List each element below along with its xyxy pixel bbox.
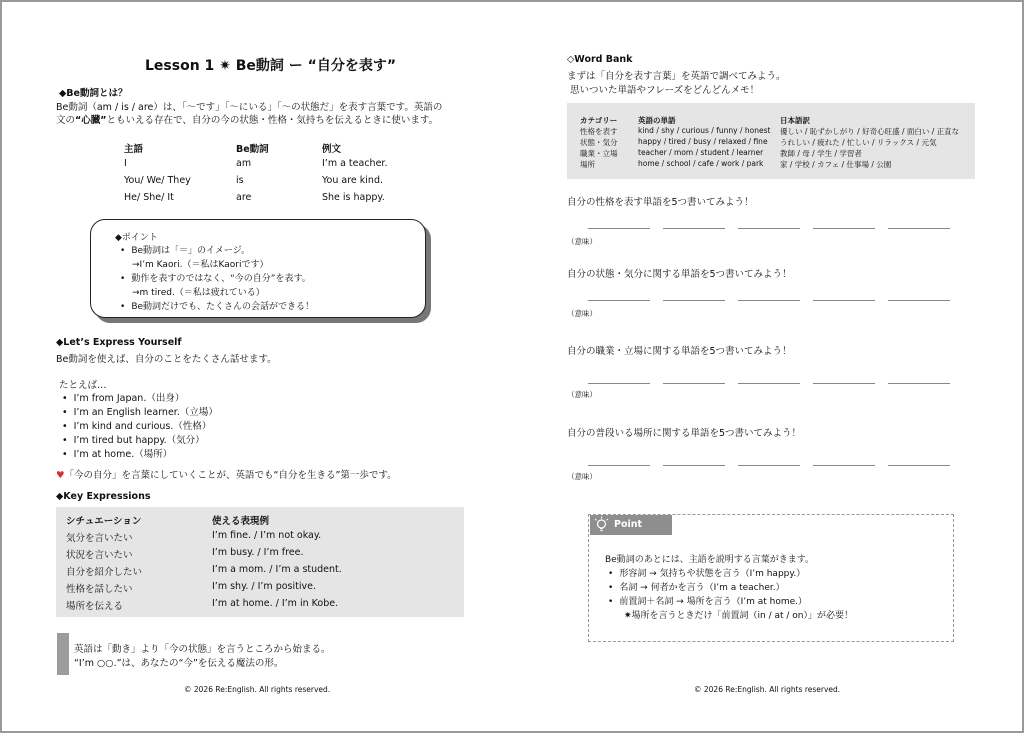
- example-item: • I’m an English learner.（立場）: [62, 404, 218, 418]
- be-description-bold: “心臓”: [75, 115, 107, 126]
- answer-line[interactable]: [813, 228, 875, 229]
- answer-line[interactable]: [888, 465, 950, 466]
- wb-category: 状態・気分: [580, 138, 618, 147]
- point-line: • Be動詞だけでも、たくさんの会話ができる！: [120, 299, 314, 312]
- wb-japanese: うれしい / 疲れた / 忙しい / リラックス / 元気: [780, 138, 937, 147]
- table-cell: I’m a teacher.: [322, 158, 388, 169]
- note-line1: 英語は「動き」より「今の状態」を言うところから始まる。: [74, 644, 331, 655]
- express-intro: Be動詞を使えば、自分のことをたくさん話せます。: [56, 354, 277, 365]
- word-bank-intro2: 思いついた単語やフレーズをどんどんメモ！: [570, 85, 760, 96]
- point-item: • 形容詞 → 気持ちや状態を言う（I’m happy.）: [608, 566, 805, 579]
- answer-line[interactable]: [663, 300, 725, 301]
- example-item: • I’m tired but happy.（気分）: [62, 432, 205, 446]
- right-footer: © 2026 Re:English. All rights reserved.: [694, 685, 841, 694]
- wb-japanese: 優しい / 恥ずかしがり / 好奇心旺盛 / 面白い / 正直な: [780, 127, 960, 136]
- key-situation: 性格を話したい: [66, 584, 133, 595]
- point-tag-label: Point: [614, 519, 643, 530]
- wb-english: teacher / mom / student / learner: [638, 148, 764, 157]
- point-note: ✷場所を言うときだけ「前置詞（in / at / on）」が必要！: [624, 611, 854, 621]
- answer-line[interactable]: [888, 300, 950, 301]
- table-cell: You are kind.: [322, 175, 383, 186]
- meaning-label: （意味）: [567, 390, 597, 399]
- table-header-subject: 主語: [124, 144, 144, 155]
- answer-line[interactable]: [738, 300, 800, 301]
- key-heading: ◆Key Expressions: [56, 491, 151, 502]
- wb-header-japanese: 日本語訳: [780, 116, 810, 125]
- table-cell: She is happy.: [322, 192, 385, 203]
- word-bank-intro1: まずは「自分を表す言葉」を英語で調べてみよう。: [567, 71, 786, 82]
- point-line: →m tired.（＝私は疲れている）: [132, 288, 265, 298]
- table-cell: You/ We/ They: [124, 175, 191, 186]
- be-description-line1: Be動詞（am / is / are）は、「〜です」「〜にいる」「〜の状態だ」を表す言葉です。英語の: [56, 102, 443, 113]
- key-situation: 場所を伝える: [66, 601, 124, 612]
- lightbulb-icon: [593, 516, 610, 533]
- answer-line[interactable]: [738, 383, 800, 384]
- heart-icon: ♥: [56, 470, 65, 481]
- answer-line[interactable]: [663, 228, 725, 229]
- exercise-prompt: 自分の普段いる場所に関する単語を5つ書いてみよう！: [567, 428, 802, 439]
- point-item: • 前置詞＋名詞 → 場所を言う（I’m at home.）: [608, 594, 807, 607]
- table-cell: I: [124, 158, 127, 169]
- note-bar: [57, 633, 69, 675]
- wb-category: 職業・立場: [580, 149, 618, 158]
- key-situation: 気分を言いたい: [66, 533, 133, 544]
- answer-line[interactable]: [813, 383, 875, 384]
- answer-line[interactable]: [888, 228, 950, 229]
- wb-category: 性格を表す: [580, 127, 618, 136]
- key-header-situation: シチュエーション: [66, 516, 142, 527]
- wb-header-english: 英語の単語: [638, 116, 676, 125]
- key-expression: I’m a mom. / I’m a student.: [212, 564, 342, 575]
- table-cell: is: [236, 175, 244, 186]
- key-situation: 状況を言いたい: [66, 550, 133, 561]
- page-title: Lesson 1 ✷ Be動詞 ー “自分を表す”: [145, 58, 397, 74]
- note-line2: “I’m ○○.”は、あなたの“今”を伝える魔法の形。: [74, 658, 284, 669]
- wb-category: 場所: [580, 160, 595, 169]
- example-item: • I’m kind and curious.（性格）: [62, 418, 211, 432]
- be-description-post: ともいえる存在で、自分の今の状態・性格・気持ちを伝えるときに使います。: [106, 115, 439, 126]
- point-box-heading: ◆ポイント: [115, 233, 158, 243]
- be-description-line2: [56, 112, 438, 126]
- point-line: • Be動詞は「＝」のイメージ。: [120, 243, 250, 256]
- meaning-label: （意味）: [567, 309, 597, 318]
- be-section-heading: ◆Be動詞とは？: [59, 88, 128, 99]
- point-intro: Be動詞のあとには、主語を説明する言葉がきます。: [605, 555, 814, 565]
- example-label: たとえば…: [59, 380, 107, 391]
- left-footer: © 2026 Re:English. All rights reserved.: [184, 685, 331, 694]
- key-situation: 自分を紹介したい: [66, 567, 143, 578]
- key-header-expression: 使える表現例: [212, 516, 270, 527]
- exercise-prompt: 自分の性格を表す単語を5つ書いてみよう！: [567, 197, 754, 208]
- meaning-label: （意味）: [567, 237, 597, 246]
- wb-header-category: カテゴリー: [580, 116, 618, 125]
- answer-line[interactable]: [663, 383, 725, 384]
- wb-english: home / school / cafe / work / park: [638, 159, 764, 168]
- table-header-be: Be動詞: [236, 144, 269, 155]
- table-cell: He/ She/ It: [124, 192, 174, 203]
- answer-line[interactable]: [588, 300, 650, 301]
- wb-japanese: 教師 / 母 / 学生 / 学習者: [780, 149, 862, 158]
- answer-line[interactable]: [813, 300, 875, 301]
- table-header-example: 例文: [322, 144, 342, 155]
- point-tag: [590, 515, 672, 535]
- point-line: • 動作を表すのではなく、“今の自分”を表す。: [120, 271, 311, 284]
- exercise-prompt: 自分の職業・立場に関する単語を5つ書いてみよう！: [567, 346, 792, 357]
- example-item: • I’m from Japan.（出身）: [62, 390, 184, 404]
- answer-line[interactable]: [888, 383, 950, 384]
- wb-english: happy / tired / busy / relaxed / fine: [638, 137, 768, 146]
- key-expression: I’m shy. / I’m positive.: [212, 581, 316, 592]
- answer-line[interactable]: [588, 383, 650, 384]
- heart-line: [56, 467, 397, 481]
- word-bank-heading: ◇Word Bank: [567, 54, 633, 65]
- express-heading: ◆Let’s Express Yourself: [56, 337, 182, 348]
- point-line: →I’m Kaori.（＝私はKaoriです）: [132, 260, 269, 270]
- table-cell: am: [236, 158, 252, 169]
- answer-line[interactable]: [813, 465, 875, 466]
- exercise-prompt: 自分の状態・気分に関する単語を5つ書いてみよう！: [567, 269, 792, 280]
- heart-text: 「今の自分」を言葉にしていくことが、英語でも“自分を生きる”第一歩です。: [64, 470, 397, 481]
- answer-line[interactable]: [738, 465, 800, 466]
- answer-line[interactable]: [588, 228, 650, 229]
- be-description-pre: 文の: [56, 115, 76, 126]
- answer-line[interactable]: [588, 465, 650, 466]
- key-expression: I’m fine. / I’m not okay.: [212, 530, 322, 541]
- wb-japanese: 家 / 学校 / カフェ / 仕事場 / 公園: [780, 160, 892, 169]
- meaning-label: （意味）: [567, 472, 597, 481]
- table-cell: are: [236, 192, 252, 203]
- key-expression: I’m at home. / I’m in Kobe.: [212, 598, 339, 609]
- answer-line[interactable]: [738, 228, 800, 229]
- point-item: • 名詞 → 何者かを言う（I’m a teacher.）: [608, 580, 785, 593]
- key-expression: I’m busy. / I’m free.: [212, 547, 304, 558]
- answer-line[interactable]: [663, 465, 725, 466]
- example-item: • I’m at home.（場所）: [62, 446, 172, 460]
- wb-english: kind / shy / curious / funny / honest: [638, 126, 771, 135]
